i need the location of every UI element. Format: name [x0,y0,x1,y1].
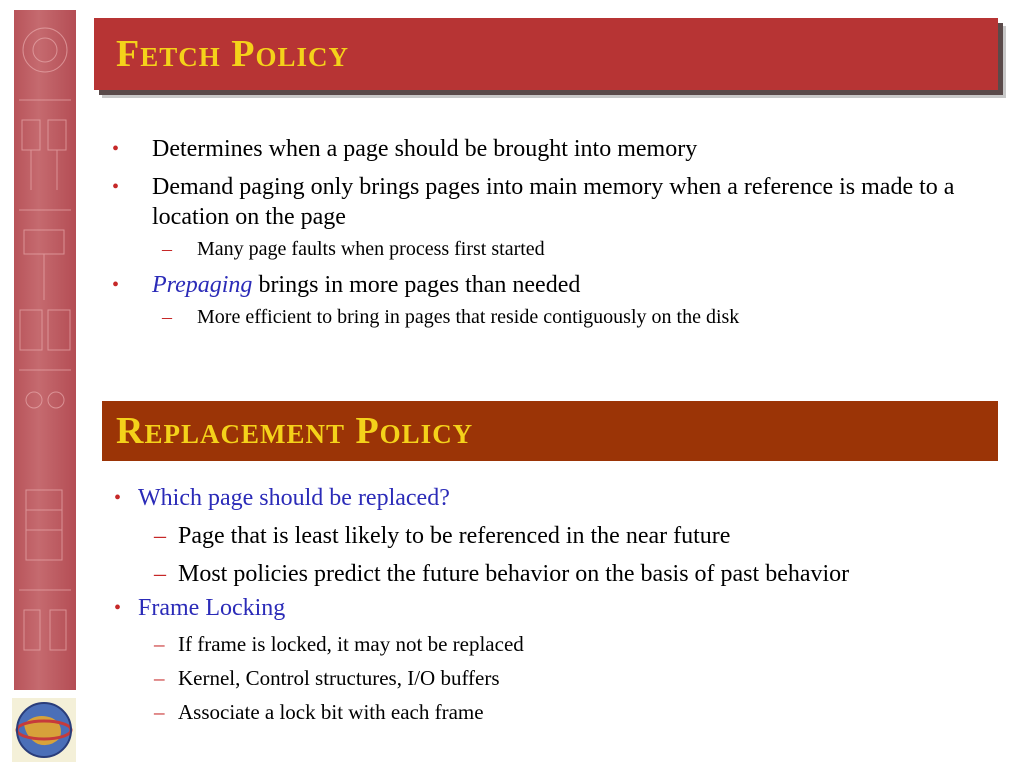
bullet-icon: • [114,597,122,619]
fetch-policy-title-bar [94,18,998,90]
sub-bullet-text: Page that is least likely to be referenced in the near future [178,523,731,549]
sub-bullet-text: More efficient to bring in pages that reside contiguously on the disk [197,306,740,328]
dash-icon: – [154,700,165,724]
list-item [114,593,994,725]
globe-logo-icon [12,698,76,762]
dash-icon: – [154,561,166,587]
list-item [114,483,994,589]
list-item [154,699,994,725]
bullet-icon: • [112,176,120,198]
dash-icon: – [162,306,172,328]
logo [12,698,76,762]
decorative-side-strip [14,10,76,690]
replacement-policy-title-bar [102,401,998,461]
list-item [154,559,994,589]
bullet-text: Demand paging only brings pages into main memory when a reference is made to a location on the page [152,174,955,230]
bullet-text: Determines when a page should be brought into memory [152,136,698,162]
sub-list [152,236,992,262]
sub-bullet-text: Many page faults when process first started [197,238,545,260]
list-item [152,304,992,330]
fetch-policy-title: Fetch Policy [116,33,349,75]
replacement-policy-title: Replacement Policy [116,410,474,452]
dash-icon: – [154,666,165,690]
sub-list [138,521,994,589]
list-item [112,134,992,164]
sub-bullet-text: Most policies predict the future behavior on the basis of past behavior [178,561,850,587]
sub-bullet-text: Associate a lock bit with each frame [178,700,484,724]
list-item [154,665,994,691]
sub-bullet-text: Kernel, Control structures, I/O buffers [178,666,500,690]
fetch-policy-list [112,134,992,338]
circuit-pattern-icon [14,10,76,690]
dash-icon: – [154,632,165,656]
list-item [154,521,994,551]
bullet-text: brings in more pages than needed [258,272,581,298]
bullet-text: Which page should be replaced? [138,485,450,511]
list-item [112,270,992,330]
bullet-icon: • [114,487,122,509]
list-item [152,236,992,262]
dash-icon: – [154,523,166,549]
replacement-policy-list [114,483,994,729]
list-item [154,631,994,657]
bullet-icon: • [112,138,120,160]
sub-bullet-text: If frame is locked, it may not be replaced [178,632,524,656]
sub-list [138,631,994,725]
dash-icon: – [162,238,172,260]
prepaging-term: Prepaging [152,272,253,298]
sub-list [152,304,992,330]
list-item [112,172,992,262]
bullet-icon: • [112,274,120,296]
bullet-text: Frame Locking [138,595,286,621]
